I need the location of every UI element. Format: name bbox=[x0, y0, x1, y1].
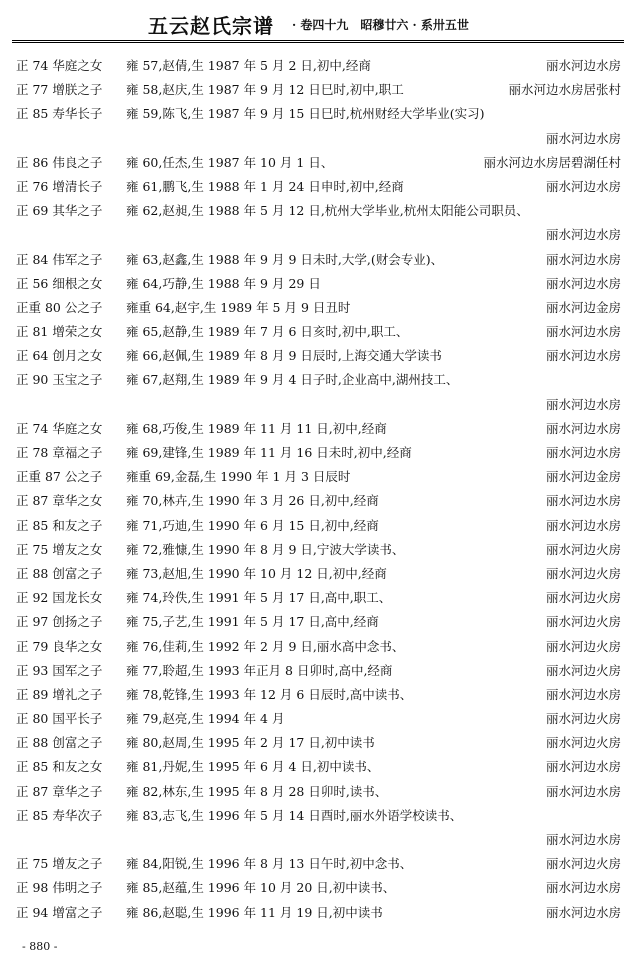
entry-row bbox=[0, 320, 635, 344]
entry-parent: 正 80 国平长子 bbox=[16, 711, 103, 727]
entry-branch: 丽水河边水房 bbox=[545, 396, 621, 412]
entry-branch: 丽水河边水房 bbox=[545, 420, 621, 436]
entry-row bbox=[0, 852, 635, 876]
entry-parent: 正 89 增礼之子 bbox=[16, 686, 103, 702]
entry-detail: 雍 75,子艺,生 1991 年 5 月 17 日,高中,经商 bbox=[126, 614, 379, 630]
entry-branch: 丽水河边火房 bbox=[545, 565, 621, 581]
entry-detail: 雍 70,林卉,生 1990 年 3 月 26 日,初中,经商 bbox=[126, 493, 379, 509]
entry-parent: 正 85 和友之女 bbox=[16, 759, 103, 775]
entry-detail: 雍 74,玲佚,生 1991 年 5 月 17 日,高中,职工、 bbox=[126, 590, 392, 606]
entry-detail: 雍 71,巧迪,生 1990 年 6 月 15 日,初中,经商 bbox=[126, 517, 379, 533]
entry-parent: 正 81 增荣之女 bbox=[16, 324, 103, 340]
entry-branch: 丽水河边水房 bbox=[545, 58, 621, 73]
entry-parent: 正 90 玉宝之子 bbox=[16, 372, 103, 388]
entry-parent: 正 88 创富之子 bbox=[16, 735, 103, 751]
entry-detail: 雍 84,阳锐,生 1996 年 8 月 13 日午时,初中念书、 bbox=[126, 856, 413, 872]
entry-branch: 丽水河边水房 bbox=[545, 251, 621, 267]
entry-branch: 丽水河边水房 bbox=[545, 686, 621, 702]
entry-row bbox=[0, 465, 635, 489]
entry-detail: 雍 62,赵昶,生 1988 年 5 月 12 日,杭州大学毕业,杭州太阳能公司职员、 bbox=[126, 203, 529, 219]
entry-detail: 雍 86,赵聪,生 1996 年 11 月 19 日,初中读书 bbox=[126, 904, 383, 920]
entry-detail: 雍 81,丹妮,生 1995 年 6 月 4 日,初中读书、 bbox=[126, 759, 380, 775]
entry-row bbox=[0, 393, 635, 417]
entry-row bbox=[0, 54, 635, 78]
entry-detail: 雍 67,赵翔,生 1989 年 9 月 4 日子时,企业高中,湖州技工、 bbox=[126, 372, 459, 388]
entry-row bbox=[0, 489, 635, 513]
entry-branch: 丽水河边水房 bbox=[545, 130, 621, 146]
entry-branch: 丽水河边水房 bbox=[545, 348, 621, 364]
entry-row bbox=[0, 272, 635, 296]
entry-branch: 丽水河边火房 bbox=[545, 662, 621, 678]
entry-detail: 雍 77,聆超,生 1993 年正月 8 日卯时,高中,经商 bbox=[126, 662, 393, 678]
entry-branch: 丽水河边水房 bbox=[545, 178, 621, 194]
entry-detail: 雍 64,巧静,生 1988 年 9 月 29 日 bbox=[126, 275, 321, 291]
entry-row bbox=[0, 562, 635, 586]
entry-parent: 正 85 寿华次子 bbox=[16, 807, 103, 823]
entry-parent: 正 87 章华之女 bbox=[16, 493, 103, 509]
entry-parent: 正 69 其华之子 bbox=[16, 203, 103, 219]
entry-parent: 正 78 章福之子 bbox=[16, 445, 103, 460]
entry-parent: 正 74 华庭之女 bbox=[16, 420, 103, 436]
entry-branch: 丽水河边水房居碧湖任村 bbox=[483, 154, 621, 170]
entries-list bbox=[0, 54, 635, 925]
entry-row bbox=[0, 344, 635, 368]
entry-detail: 雍 76,佳莉,生 1992 年 2 月 9 日,丽水高中念书、 bbox=[126, 638, 405, 654]
entry-row bbox=[0, 538, 635, 562]
entry-detail: 雍 63,赵鑫,生 1988 年 9 月 9 日未时,大学,(财会专业)、 bbox=[126, 251, 444, 267]
entry-branch: 丽水河边水房 bbox=[545, 759, 621, 775]
entry-row bbox=[0, 731, 635, 755]
entry-branch: 丽水河边水房 bbox=[545, 493, 621, 509]
header-rule bbox=[12, 40, 624, 41]
entry-parent: 正 84 伟军之子 bbox=[16, 251, 103, 267]
entry-branch: 丽水河边火房 bbox=[545, 590, 621, 606]
entry-branch: 丽水河边水房 bbox=[545, 904, 621, 920]
entry-detail: 雍 82,林东,生 1995 年 8 月 28 日卯时,读书、 bbox=[126, 783, 388, 799]
entry-row bbox=[0, 78, 635, 102]
entry-parent: 正 88 创富之子 bbox=[16, 565, 103, 581]
entry-parent: 正 64 创月之女 bbox=[16, 348, 103, 364]
entry-detail: 雍 85,赵蕴,生 1996 年 10 月 20 日,初中读书、 bbox=[126, 880, 396, 896]
entry-branch: 丽水河边火房 bbox=[545, 735, 621, 751]
page-subtitle: · 卷四十九 昭穆廿六 · 系卅五世 bbox=[292, 18, 469, 32]
entry-parent: 正 92 国龙长女 bbox=[16, 590, 103, 606]
entry-detail: 雍 80,赵周,生 1995 年 2 月 17 日,初中读书 bbox=[126, 735, 375, 751]
entry-detail: 雍重 69,金磊,生 1990 年 1 月 3 日辰时 bbox=[126, 469, 351, 485]
entry-row bbox=[0, 127, 635, 151]
entry-row bbox=[0, 417, 635, 441]
entry-branch: 丽水河边金房 bbox=[545, 299, 621, 315]
entry-row bbox=[0, 804, 635, 828]
entry-branch: 丽水河边水房 bbox=[545, 517, 621, 533]
entry-parent: 正 97 创扬之子 bbox=[16, 614, 103, 630]
entry-branch: 丽水河边水房 bbox=[545, 227, 621, 243]
entry-parent: 正 79 良华之女 bbox=[16, 638, 103, 654]
entry-detail: 雍 83,志飞,生 1996 年 5 月 14 日酉时,丽水外语学校读书、 bbox=[126, 807, 463, 823]
entry-branch: 丽水河边水房 bbox=[545, 445, 621, 460]
entry-row bbox=[0, 175, 635, 199]
header-rule-secondary bbox=[12, 42, 624, 43]
entry-branch: 丽水河边火房 bbox=[545, 638, 621, 654]
entry-row bbox=[0, 296, 635, 320]
entry-detail: 雍 69,建锋,生 1989 年 11 月 16 日未时,初中,经商 bbox=[126, 445, 412, 460]
page-title: 五云赵氏宗谱 bbox=[148, 14, 274, 38]
entry-row bbox=[0, 828, 635, 852]
entry-row bbox=[0, 683, 635, 707]
entry-detail: 雍 79,赵亮,生 1994 年 4 月 bbox=[126, 711, 285, 727]
entry-row bbox=[0, 199, 635, 223]
entry-row bbox=[0, 635, 635, 659]
entry-branch: 丽水河边水房 bbox=[545, 880, 621, 896]
entry-row bbox=[0, 610, 635, 634]
entry-branch: 丽水河边火房 bbox=[545, 541, 621, 557]
entry-row bbox=[0, 755, 635, 779]
entry-parent: 正 94 增富之子 bbox=[16, 904, 103, 920]
entry-parent: 正重 80 公之子 bbox=[16, 299, 103, 315]
entry-parent: 正 85 寿华长子 bbox=[16, 106, 103, 122]
entry-detail: 雍 72,雅慷,生 1990 年 8 月 9 日,宁波大学读书、 bbox=[126, 541, 405, 557]
entry-row bbox=[0, 780, 635, 804]
entry-row bbox=[0, 151, 635, 175]
entry-detail: 雍 65,赵静,生 1989 年 7 月 6 日亥时,初中,职工、 bbox=[126, 324, 409, 340]
entry-detail: 雍 59,陈飞,生 1987 年 9 月 15 日巳时,杭州财经大学毕业(实习) bbox=[126, 106, 485, 122]
entry-branch: 丽水河边水房 bbox=[545, 832, 621, 847]
entry-branch: 丽水河边火房 bbox=[545, 856, 621, 872]
entry-detail: 雍 68,巧俊,生 1989 年 11 月 11 日,初中,经商 bbox=[126, 420, 387, 436]
entry-row bbox=[0, 901, 635, 925]
entry-branch: 丽水河边水房 bbox=[545, 275, 621, 291]
entry-parent: 正 75 增友之子 bbox=[16, 856, 103, 872]
entry-parent: 正 56 细根之女 bbox=[16, 275, 103, 291]
entry-detail: 雍 73,赵旭,生 1990 年 10 月 12 日,初中,经商 bbox=[126, 565, 387, 581]
entry-row bbox=[0, 586, 635, 610]
entry-detail: 雍 57,赵倩,生 1987 年 5 月 2 日,初中,经商 bbox=[126, 58, 371, 73]
entry-branch: 丽水河边金房 bbox=[545, 469, 621, 485]
entry-row bbox=[0, 441, 635, 465]
entry-detail: 雍 66,赵佩,生 1989 年 8 月 9 日辰时,上海交通大学读书 bbox=[126, 348, 442, 364]
page-number: - 880 - bbox=[22, 940, 58, 953]
entry-row bbox=[0, 102, 635, 126]
entry-parent: 正 74 华庭之女 bbox=[16, 58, 103, 73]
entry-row bbox=[0, 514, 635, 538]
entry-branch: 丽水河边火房 bbox=[545, 614, 621, 630]
entry-row bbox=[0, 659, 635, 683]
entry-detail: 雍 60,任杰,生 1987 年 10 月 1 日、 bbox=[126, 154, 334, 170]
entry-branch: 丽水河边水房 bbox=[545, 324, 621, 340]
entry-branch: 丽水河边水房居张村 bbox=[508, 82, 621, 98]
entry-parent: 正 75 增友之女 bbox=[16, 541, 103, 557]
entry-parent: 正 86 伟良之子 bbox=[16, 154, 103, 170]
entry-parent: 正 87 章华之子 bbox=[16, 783, 103, 799]
entry-row bbox=[0, 707, 635, 731]
entry-branch: 丽水河边水房 bbox=[545, 783, 621, 799]
entry-parent: 正 76 增清长子 bbox=[16, 178, 103, 194]
entry-parent: 正 93 国军之子 bbox=[16, 662, 103, 678]
entry-parent: 正 98 伟明之子 bbox=[16, 880, 103, 896]
page-header bbox=[0, 8, 635, 38]
entry-branch: 丽水河边火房 bbox=[545, 711, 621, 727]
entry-parent: 正 77 增朕之子 bbox=[16, 82, 103, 98]
entry-detail: 雍 61,鹏飞,生 1988 年 1 月 24 日申时,初中,经商 bbox=[126, 178, 404, 194]
entry-row bbox=[0, 248, 635, 272]
entry-row bbox=[0, 223, 635, 247]
entry-parent: 正 85 和友之子 bbox=[16, 517, 103, 533]
entry-parent: 正重 87 公之子 bbox=[16, 469, 103, 485]
entry-detail: 雍 78,乾锋,生 1993 年 12 月 6 日辰时,高中读书、 bbox=[126, 686, 413, 702]
entry-row bbox=[0, 876, 635, 900]
entry-row bbox=[0, 368, 635, 392]
entry-detail: 雍重 64,赵宇,生 1989 年 5 月 9 日丑时 bbox=[126, 299, 351, 315]
entry-detail: 雍 58,赵庆,生 1987 年 9 月 12 日巳时,初中,职工 bbox=[126, 82, 404, 98]
